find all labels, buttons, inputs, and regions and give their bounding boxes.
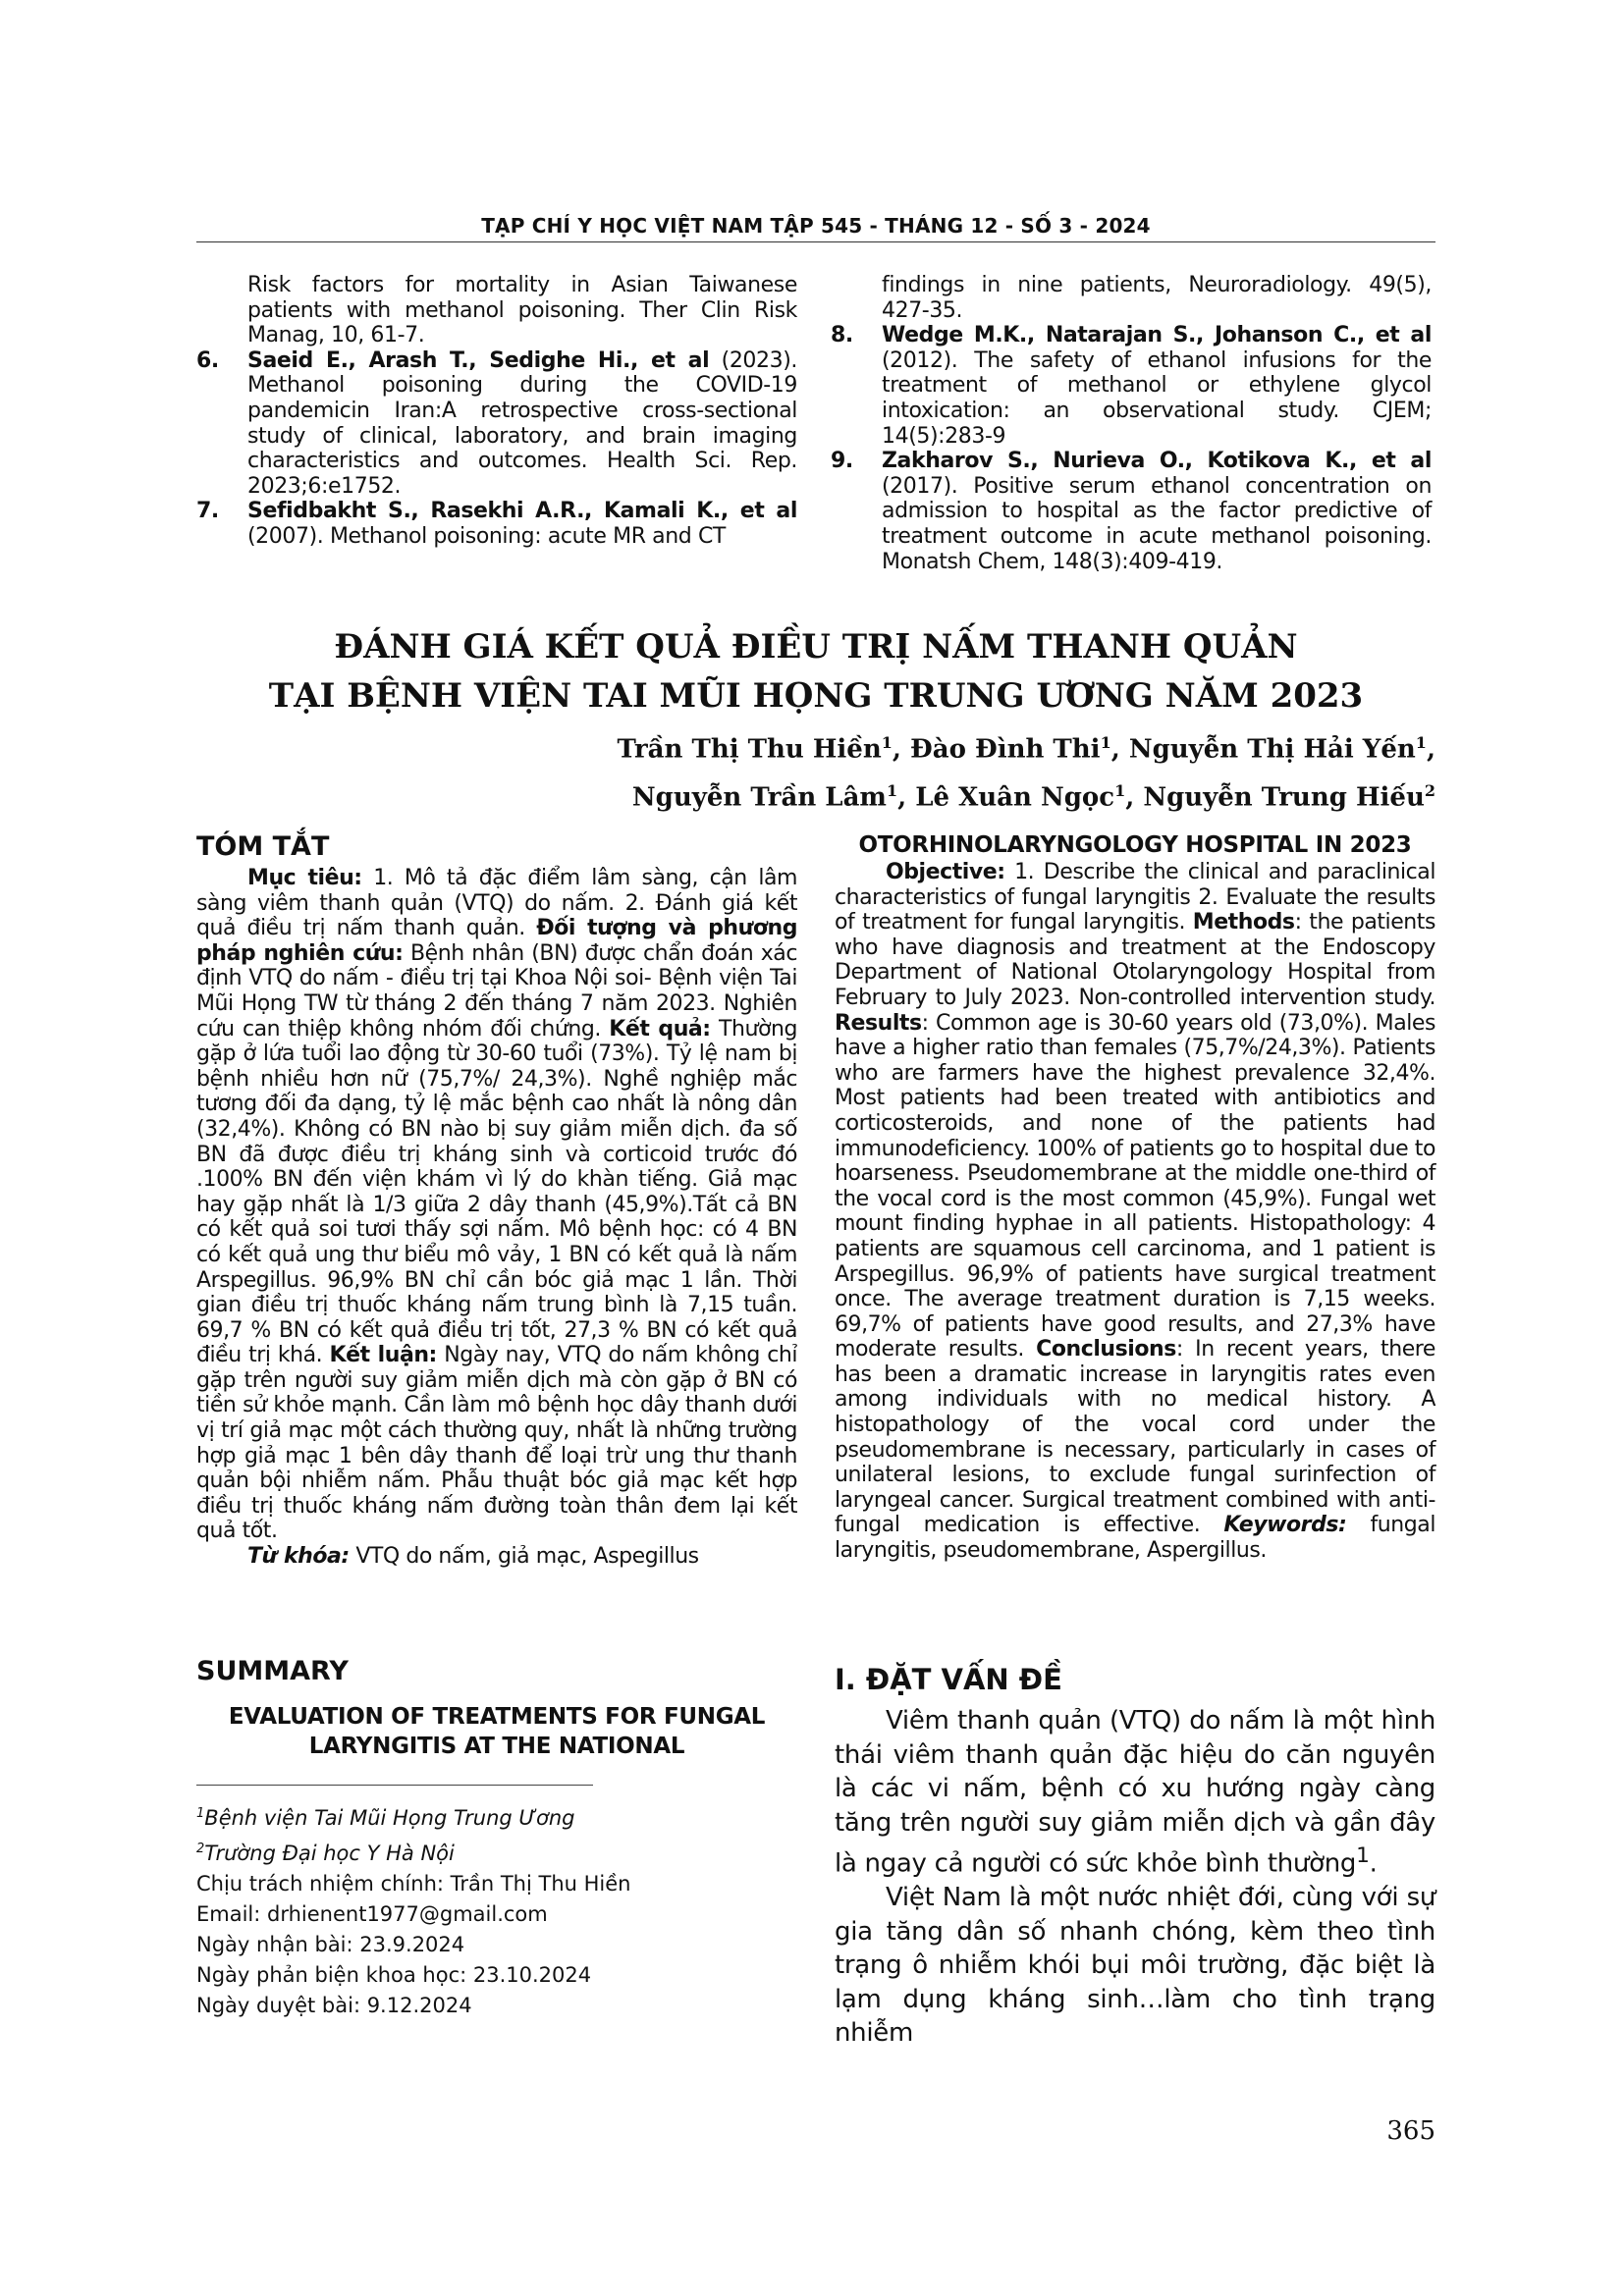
author-name: Nguyễn Trần Lâm <box>631 782 887 813</box>
conclusion-text: Ngày nay, VTQ do nấm không chỉ gặp trên người suy giảm miễn dịch mà còn gặp ở BN có tiền sử khỏe mạnh. Cần làm mô bệnh học dây thanh dưới vị trí giả mạc một cách thường quy, nhất là những trường hợp giả mạc 1 bên dây thanh để loại trừ ung thư thanh quản bội nhiễm nấm. Phẫu thuật bóc giả mạc kết hợp điều trị thuốc kháng nấm đường toàn thân đem lại kết quả tốt. <box>196 1343 797 1544</box>
footnote-divider <box>196 1785 593 1786</box>
article-title-line: TẠI BỆNH VIỆN TAI MŨI HỌNG TRUNG ƯƠNG NĂM 2023 <box>268 676 1364 716</box>
keywords-text: VTQ do nấm, giả mạc, Aspegillus <box>349 1544 699 1570</box>
author-name: Trần Thị Thu Hiền <box>617 734 882 765</box>
results-label: Results <box>835 1010 922 1036</box>
paragraph: Viêm thanh quản (VTQ) do nấm là một hình thái viêm thanh quản đặc hiệu do căn nguyên là các vi nấm, bệnh có xu hướng ngày càng tăng trên người suy giảm miễn dịch và gần đây là ngay cả người có sức khỏe bình thường$^1$. <box>835 1706 1435 1879</box>
reference-continuation <box>831 273 1432 323</box>
reference-text: (2017). Positive serum ethanol concentration on admission to hospital as the factor predictive of treatment outcome in acute methanol poisoning. Monatsh Chem, 148(3):409-419. <box>882 473 1432 574</box>
email-line: Email: drhienent1977@gmail.com <box>196 1902 548 1926</box>
objective-label: Mục tiêu: <box>247 866 362 890</box>
reference-text: (2007). Methanol poisoning: acute MR and CT <box>247 523 726 549</box>
reference-number: 8. <box>831 323 853 348</box>
results-text: : Common age is 30-60 years old (73,0%). Males have a higher ratio than females (75,7%/24,3%). Patients who are farmers have the highest prevalence 32,4%. Most patients had been treated with antibiotics and corticosteroids, and none of the patients had immunodeficiency. 100% of patients go to hospital due to hoarseness. Pseudomembrane at the middle one-third of the vocal cord is the most common (45,9%). Fungal wet mount finding hyphae in all patients. Histopathology: 4 patients are squamous cell carcinoma, and 1 patient is Arspegillus. 96,9% of patients have surgical treatment once. The average treatment duration is 7,15 weeks. 69,7% of patients have good results, and 27,3% have moderate results. <box>835 1010 1435 1362</box>
introduction-body <box>835 1704 1435 2051</box>
page-number: 365 <box>1386 2116 1435 2146</box>
objective-text: 1. Describe the clinical and paraclinical characteristics of fungal laryngitis 2. Evaluate the results of treatment for fungal laryngitis. <box>835 860 1435 935</box>
reference-text: (2023). Methanol poisoning during the COVID-19 pandemicin Iran:A retrospective cross-sectional study of clinical, laboratory, and brain imaging characteristics and outcomes. Health Sci. Rep. 2023;6:e1752. <box>247 347 797 499</box>
reference-number: 7. <box>196 499 219 524</box>
paragraph: Việt Nam là một nước nhiệt đới, cùng với sự gia tăng dân số nhanh chóng, kèm theo tình trạng ô nhiễm khói bụi môi trường, đặc biệt là lạm dụng kháng sinh…làm cho tình trạng nhiễm <box>835 1883 1435 2049</box>
conclusion-label: Kết luận: <box>329 1343 437 1368</box>
english-title-line: OTORHINOLARYNGOLOGY HOSPITAL IN 2023 <box>858 832 1412 858</box>
reference-item <box>831 323 1432 449</box>
abstract-english <box>835 830 1435 1564</box>
author-list <box>550 722 1435 818</box>
english-title-line: LARYNGITIS AT THE NATIONAL <box>308 1734 685 1759</box>
keywords-label: Từ khóa: <box>247 1544 350 1570</box>
reference-text: Risk factors for mortality in Asian Taiwanese patients with methanol poisoning. Ther Clin Risk Manag, 10, 61-7. <box>247 273 797 348</box>
affiliation-marker: 1 <box>1415 733 1427 752</box>
received-date: Ngày nhận bài: 23.9.2024 <box>196 1933 465 1956</box>
author-name: Đào Đình Thi <box>910 734 1101 765</box>
affiliation-2: $^2$Trường Đại học Y Hà Nội <box>196 1842 455 1865</box>
citation-marker: 1 <box>1356 1843 1370 1868</box>
section-heading: I. ĐẶT VẤN ĐỀ <box>835 1663 1062 1696</box>
conclusions-text: : In recent years, there has been a dramatic increase in laryngitis rates even among individuals with no medical history. A histopathology of the vocal cord under the pseudomembrane is necessary, particularly in cases of unilateral lesions, to exclude fungal surinfection of laryngeal cancer. Surgical treatment combined with anti-fungal medication is effective. <box>835 1337 1435 1538</box>
affiliation-marker: 1 <box>886 780 898 800</box>
results-label: Kết quả: <box>609 1016 711 1041</box>
keywords-text: fungal laryngitis, pseudomembrane, Aspergillus. <box>835 1513 1435 1564</box>
reference-number: 9. <box>831 449 853 474</box>
reviewed-date: Ngày phản biện khoa học: 23.10.2024 <box>196 1963 592 1987</box>
references-right <box>831 273 1432 574</box>
summary-heading: SUMMARY <box>196 1656 349 1686</box>
methods-text: Bệnh nhân (BN) được chẩn đoán xác định VTQ do nấm - điều trị tại Khoa Nội soi- Bệnh viện Tai Mũi Họng TW từ tháng 2 đến tháng 7 năm 2023. Nghiên cứu can thiệp không nhóm đối chứng. <box>196 940 797 1041</box>
affiliation-marker: 2 <box>196 1842 205 1856</box>
summary-body <box>835 860 1435 1564</box>
references-left <box>196 273 797 550</box>
running-header: TẠP CHÍ Y HỌC VIỆT NAM TẬP 545 - THÁNG 12 - SỐ 3 - 2024 <box>481 214 1151 238</box>
author-line: Nguyễn Trần Lâm$^1$, Lê Xuân Ngọc$^1$, Nguyễn Trung Hiếu$^2$ <box>631 780 1435 813</box>
abstract-body <box>196 866 797 1544</box>
header-divider <box>196 241 1435 242</box>
reference-authors: Sefidbakht S., Rasekhi A.R., Kamali K., et al <box>247 499 797 524</box>
methods-text: : the patients who have diagnosis and treatment at the Endoscopy Department of National Otolaryngology Hospital from February to July 2023. Non-controlled intervention study. <box>835 910 1435 1010</box>
reference-text: (2012). The safety of ethanol infusions for the treatment of methanol or ethylene glycol intoxication: an observational study. CJEM; 14(5):283-9 <box>882 347 1432 449</box>
reference-authors: Wedge M.K., Natarajan S., Johanson C., et al <box>882 323 1432 348</box>
affiliation-marker: 1 <box>1100 733 1111 752</box>
objective-text: 1. Mô tả đặc điểm lâm sàng, cận lâm sàng viêm thanh quản (VTQ) do nấm. 2. Đánh giá kết quả điều trị nấm thanh quản. <box>196 866 797 941</box>
affiliation-marker: 2 <box>1424 780 1435 800</box>
corresponding-author: Chịu trách nhiệm chính: Trần Thị Thu Hiền <box>196 1872 631 1896</box>
reference-item <box>196 348 797 500</box>
article-title <box>196 622 1435 721</box>
reference-authors: Zakharov S., Nurieva O., Kotikova K., et al <box>882 449 1432 474</box>
keywords-label: Keywords: <box>1223 1513 1347 1538</box>
accepted-date: Ngày duyệt bài: 9.12.2024 <box>196 1994 472 2017</box>
author-name: Nguyễn Trung Hiếu <box>1143 782 1425 813</box>
author-name: Nguyễn Thị Hải Yến <box>1128 734 1416 765</box>
abstract-vietnamese <box>196 830 797 1570</box>
footnotes <box>196 1798 797 2021</box>
keywords-line <box>196 1544 797 1570</box>
affiliation-1: $^1$Bệnh viện Tai Mũi Họng Trung Ương <box>196 1806 575 1830</box>
conclusions-label: Conclusions <box>1036 1337 1176 1362</box>
results-text: Thường gặp ở lứa tuổi lao động từ 30-60 tuổi (73%). Tỷ lệ nam bị bệnh nhiều hơn nữ (75,7%/ 24,3%). Nghề nghiệp mắc tương đối đa dạng, tỷ lệ mắc bệnh cao nhất là nông dân (32,4%). Không có BN nào bị suy giảm miễn dịch. đa số BN đã được điều trị kháng sinh và corticoid trước đó .100% BN đến viện khám vì lý do khàn tiếng. Giả mạc hay gặp nhất là 1/3 giữa 2 dây thanh (45,9%).Tất cả BN có kết quả soi tươi thấy sợi nấm. Mô bệnh học: có 4 BN có kết quả ung thư biểu mô vảy, 1 BN có kết quả là nấm Arspegillus. 96,9% BN chỉ cần bóc giả mạc 1 lần. Thời gian điều trị thuốc kháng nấm trung bình là 7,15 tuần. 69,7 % BN có kết quả điều trị tốt, 27,3 % BN có kết quả điều trị khá. <box>196 1016 798 1368</box>
methods-label: Đối tượng và phương pháp nghiên cứu: <box>196 916 797 966</box>
article-title-line: ĐÁNH GIÁ KẾT QUẢ ĐIỀU TRỊ NẤM THANH QUẢN <box>334 627 1298 667</box>
reference-number: 6. <box>196 347 219 373</box>
reference-text: findings in nine patients, Neuroradiology. 49(5), 427-35. <box>882 273 1432 323</box>
english-title-line: EVALUATION OF TREATMENTS FOR FUNGAL <box>228 1704 766 1730</box>
reference-item <box>196 499 797 549</box>
introduction-section <box>835 1663 1435 2051</box>
reference-item <box>831 449 1432 574</box>
affiliation-marker: 1 <box>196 1806 205 1821</box>
author-name: Lê Xuân Ngọc <box>915 782 1115 813</box>
methods-label: Methods <box>1192 910 1295 935</box>
reference-authors: Saeid E., Arash T., Sedighe Hi., et al <box>247 347 710 373</box>
affiliation-marker: 1 <box>1114 780 1126 800</box>
author-line: Trần Thị Thu Hiền$^1$, Đào Đình Thi$^1$, Nguyễn Thị Hải Yến$^1$, <box>617 733 1435 765</box>
summary-heading-block <box>196 1655 797 1761</box>
reference-continuation <box>196 273 797 348</box>
affiliation-marker: 1 <box>881 733 893 752</box>
abstract-heading: TÓM TẮT <box>196 831 330 862</box>
objective-label: Objective: <box>886 860 1005 884</box>
